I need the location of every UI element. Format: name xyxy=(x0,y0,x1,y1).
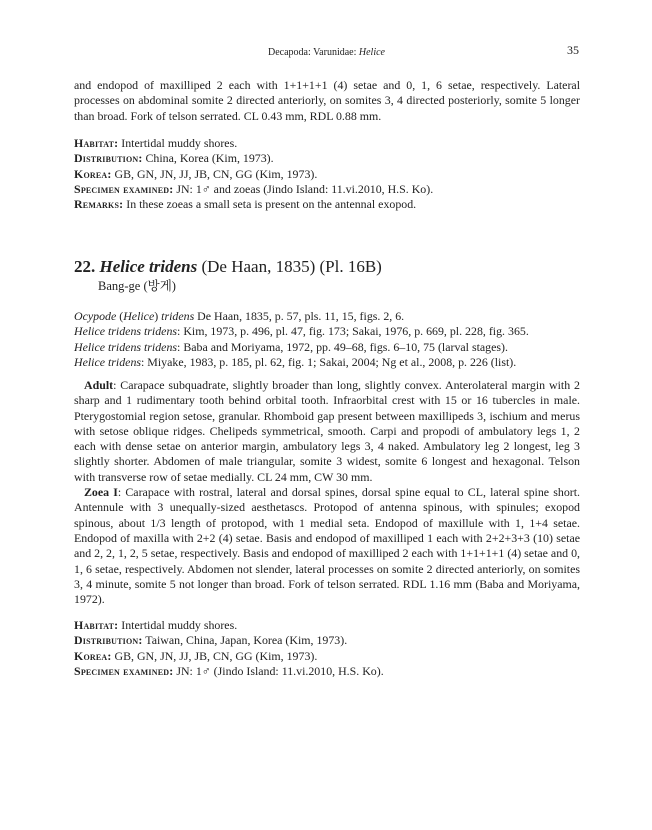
specimen-label: Specimen examined: xyxy=(74,181,174,196)
distribution-text: China, Korea (Kim, 1973). xyxy=(142,151,274,166)
synonym-reference: De Haan, 1835, p. 57, pls. 11, 15, figs. 2, 6. xyxy=(194,309,405,323)
synonym-subgenus: Helice xyxy=(123,309,155,323)
synonym-name: Helice tridens xyxy=(74,354,142,369)
species-heading xyxy=(74,257,580,294)
species-authority: (De Haan, 1835) (Pl. 16B) xyxy=(197,257,382,276)
synonym-reference: : Baba and Moriyama, 1972, pp. 49–68, figs. 6–10, 75 (larval stages). xyxy=(177,339,508,354)
zoea-label: Zoea I xyxy=(84,485,118,500)
distribution-label: Distribution: xyxy=(74,151,143,166)
synonym-epithet: tridens xyxy=(161,309,195,323)
page-number: 35 xyxy=(567,43,579,57)
korea-line xyxy=(74,649,580,664)
specimen-text: JN: 1♂ (Jindo Island: 11.vi.2010, H.S. Ko). xyxy=(173,663,384,678)
running-head xyxy=(74,45,579,60)
habitat-label: Habitat: xyxy=(74,618,119,632)
zoea-description xyxy=(74,485,580,607)
synonym-entry: Ocypode (Helice) tridens De Haan, 1835, p. 57, pls. 11, 15, figs. 2, 6. xyxy=(74,309,405,323)
distribution-line xyxy=(74,633,580,648)
synonym-name: Helice tridens tridens xyxy=(74,324,178,339)
adult-label: Adult xyxy=(84,378,114,392)
remarks-text: In these zoeas a small seta is present on the antennal exopod. xyxy=(123,197,417,212)
description-block xyxy=(74,378,580,607)
species-title xyxy=(74,257,580,277)
zoea-text: : Carapace with rostral, lateral and dorsal spines, dorsal spine equal to CL, lateral spine short. Antennule with 3 unequally-sized aesthetascs. Protopod of antenna spinous, with spinules; exopod spinous, about 1/3 length of protopod, with 1 medial seta. Endopod of maxillule with 1, 1+4 setae. Endopod of maxilla with 2+2 (4) setae. Basis and endopod of maxilliped 1 each with 2+2+3+3 (10) setae and 2, 2, 1, 2, 5 setae, respectively. Basis and endopod of maxilliped 2 each with 1+1+1+1 (4) setae and 0, 1, 6 setae, respectively. Abdomen not slender, lateral processes on somite 2 directed anteriorly, on somites 3, 4 minute, somite 5 not longer than broad. Fork of telson serrated. RDL 1.16 mm (Baba and Moriyama, 1972). xyxy=(74,485,580,607)
habitat-text: Intertidal muddy shores. xyxy=(118,136,238,150)
synonym-reference: : Miyake, 1983, p. 185, pl. 62, fig. 1; Sakai, 2004; Ng et al., 2008, p. 226 (list). xyxy=(141,354,517,369)
habitat-line xyxy=(74,618,580,633)
distribution-label: Distribution: xyxy=(74,633,143,648)
running-head-genus: Helice xyxy=(358,47,385,58)
specimen-line xyxy=(74,182,580,197)
specimen-label: Specimen examined: xyxy=(74,663,174,678)
species-21-notes xyxy=(74,136,580,212)
synonym-name: Helice tridens tridens xyxy=(74,339,178,354)
korea-label: Korea: xyxy=(74,648,112,663)
adult-description xyxy=(74,378,580,485)
specimen-text: JN: 1♂ and zoeas (Jindo Island: 11.vi.2010, H.S. Ko). xyxy=(173,181,434,196)
habitat-line xyxy=(74,136,580,151)
species-name: Helice tridens xyxy=(99,257,198,276)
korea-line xyxy=(74,167,580,182)
remarks-label: Remarks: xyxy=(74,197,124,212)
synonym-reference: : Kim, 1973, p. 496, pl. 47, fig. 173; Sakai, 1976, p. 669, pl. 228, fig. 365. xyxy=(177,324,529,339)
vernacular-name: Bang-ge (방게) xyxy=(98,279,176,293)
species-number: 22. xyxy=(74,257,96,276)
synonymy-list xyxy=(74,309,580,370)
synonym-name: Ocypode xyxy=(74,309,117,323)
adult-text: : Carapace subquadrate, slightly broader than long, slightly convex. Anterolateral margin with 2 sharp and 1 rudimentary tooth behind orbital tooth. Infraorbital crest with 15 or 16 tubercles in male. Pterygostomial region setose, granular. Rhomboid gap present between maxillipeds 3, ischium and merus with setose oblique ridges. Chelipeds symmetrical, smooth. Carpi and propodi of ambulatory legs 1, 2 each with dense setae on anterior margin, ambulatory legs 3, 4 naked. Ambulatory leg 2 longest, leg 3 slightly shorter. Abdomen of male triangular, somite 3 widest, somite 6 longest and hexagonal. Telson with transverse row of setae medially. CL 24 mm, CW 30 mm. xyxy=(74,378,580,484)
synonym-entry xyxy=(74,355,580,370)
korea-label: Korea: xyxy=(74,166,112,181)
remarks-line xyxy=(74,197,580,212)
specimen-line xyxy=(74,664,580,679)
page-header xyxy=(74,43,579,59)
species-22-notes xyxy=(74,618,580,679)
korea-text: GB, GN, JN, JJ, JB, CN, GG (Kim, 1973). xyxy=(111,648,318,663)
korea-text: GB, GN, JN, JJ, JB, CN, GG (Kim, 1973). xyxy=(111,166,318,181)
habitat-label: Habitat: xyxy=(74,136,119,150)
synonym-entry xyxy=(74,324,580,339)
intro-paragraph-block xyxy=(74,78,580,124)
distribution-text: Taiwan, China, Japan, Korea (Kim, 1973). xyxy=(142,633,348,648)
distribution-line xyxy=(74,151,580,166)
running-head-prefix: Decapoda: Varunidae: xyxy=(268,47,359,58)
habitat-text: Intertidal muddy shores. xyxy=(118,618,238,632)
synonym-entry xyxy=(74,340,580,355)
intro-paragraph: and endopod of maxilliped 2 each with 1+1+1+1 (4) setae and 0, 1, 6 setae, respectively. Lateral processes on abdominal somite 2 directed anteriorly, on somites 3, 4 directed posteriorly, somite 5 longer than broad. Fork of telson serrated. CL 0.43 mm, RDL 0.88 mm. xyxy=(74,78,580,123)
